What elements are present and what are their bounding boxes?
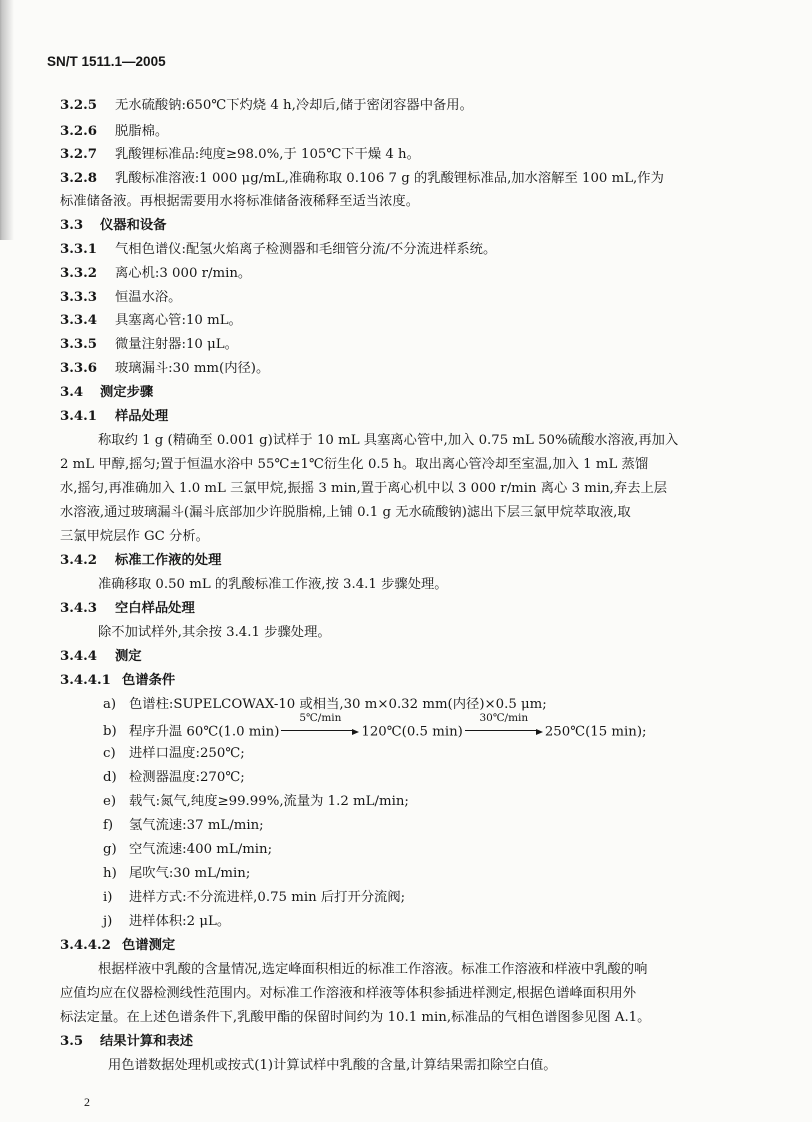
clause-text: 微量注射器:10 μL。 bbox=[115, 337, 238, 352]
arrow-shaft bbox=[465, 730, 537, 731]
clause-text: 离心机:3 000 r/min。 bbox=[115, 266, 252, 281]
body-line: 三氯甲烷层作 GC 分析。 bbox=[60, 529, 209, 544]
clause-text: 无水硫酸钠:650℃下灼烧 4 h,冷却后,储于密闭容器中备用。 bbox=[115, 98, 473, 113]
list-text: 空气流速:400 mL/min; bbox=[129, 842, 273, 857]
list-marker: e) bbox=[103, 794, 117, 809]
list-item bbox=[103, 746, 245, 762]
section-3-4-4-heading bbox=[60, 649, 142, 665]
clause-3-2-6 bbox=[60, 124, 168, 140]
list-marker: d) bbox=[103, 770, 117, 785]
section-number: 3.4.4.1 bbox=[60, 673, 111, 688]
clause-text: 气相色谱仪:配氢火焰离子检测器和毛细管分流/不分流进样系统。 bbox=[115, 242, 497, 257]
body-line: 称取约 1 g (精确至 0.001 g)试样于 10 mL 具塞离心管中,加入 0.75 mL 50%硫酸水溶液,再加入 bbox=[98, 433, 679, 448]
clause-3-2-7 bbox=[60, 147, 420, 163]
list-marker: i) bbox=[103, 890, 113, 905]
program-label: 程序升温 bbox=[129, 724, 183, 740]
list-item bbox=[103, 842, 272, 858]
ramp-arrow-2 bbox=[465, 711, 543, 735]
clause-text: 恒温水浴。 bbox=[115, 290, 182, 305]
list-text: 氢气流速:37 mL/min; bbox=[129, 818, 264, 833]
list-item bbox=[103, 818, 264, 834]
list-marker: b) bbox=[103, 724, 117, 740]
clause-number: 3.2.6 bbox=[60, 124, 98, 139]
body-line: 用色谱数据处理机或按式(1)计算试样中乳酸的含量,计算结果需扣除空白值。 bbox=[108, 1058, 557, 1073]
section-number: 3.4.1 bbox=[60, 409, 98, 424]
clause-3-3-5 bbox=[60, 337, 238, 353]
list-item bbox=[103, 697, 547, 713]
list-marker: g) bbox=[103, 842, 117, 857]
list-text: 载气:氮气,纯度≥99.99%,流量为 1.2 mL/min; bbox=[129, 794, 409, 809]
clause-3-3-3 bbox=[60, 290, 181, 306]
list-item bbox=[103, 890, 405, 906]
program-start: 60℃(1.0 min) bbox=[186, 724, 280, 740]
list-item-temperature-program bbox=[103, 711, 647, 740]
list-marker: h) bbox=[103, 866, 117, 881]
section-3-4-1-heading bbox=[60, 409, 168, 425]
program-end: 250℃(15 min); bbox=[544, 724, 647, 740]
body-line: 应值均应在仪器检测线性范围内。对标准工作溶液和样液等体积参插进样测定,根据色谱峰面积用外 bbox=[60, 986, 636, 1001]
list-text: 进样方式:不分流进样,0.75 min 后打开分流阀; bbox=[129, 890, 406, 905]
body-line: 根据样液中乳酸的含量情况,选定峰面积相近的标准工作溶液。标准工作溶液和样液中乳酸的响 bbox=[98, 962, 648, 977]
list-marker: f) bbox=[103, 818, 114, 833]
section-3-4-3-heading bbox=[60, 601, 195, 617]
clause-3-3-6 bbox=[60, 361, 269, 377]
clause-number: 3.3.5 bbox=[60, 337, 98, 352]
section-title: 标准工作液的处理 bbox=[115, 553, 222, 568]
list-text: 进样口温度:250℃; bbox=[129, 746, 245, 761]
clause-number: 3.2.7 bbox=[60, 147, 98, 162]
section-number: 3.4.2 bbox=[60, 553, 98, 568]
clause-text: 乳酸标准溶液:1 000 μg/mL,准确称取 0.106 7 g 的乳酸锂标准品,加水溶解至 100 mL,作为 bbox=[115, 171, 664, 186]
body-line: 水溶液,通过玻璃漏斗(漏斗底部加少许脱脂棉,上铺 0.1 g 无水硫酸钠)滤出下层三氯甲烷萃取液,取 bbox=[60, 505, 631, 520]
section-number: 3.4.4.2 bbox=[60, 938, 111, 953]
clause-3-2-8-cont: 标准储备液。再根据需要用水将标准储备液稀释至适当浓度。 bbox=[60, 194, 420, 209]
scan-shadow bbox=[0, 0, 14, 240]
section-number: 3.3 bbox=[60, 218, 84, 233]
clause-number: 3.3.4 bbox=[60, 313, 98, 328]
program-mid: 120℃(0.5 min) bbox=[361, 724, 463, 740]
list-text: 进样体积:2 μL。 bbox=[129, 914, 231, 929]
clause-3-3-1 bbox=[60, 242, 496, 258]
body-line: 准确移取 0.50 mL 的乳酸标准工作液,按 3.4.1 步骤处理。 bbox=[98, 577, 448, 592]
clause-text: 乳酸锂标准品:纯度≥98.0%,于 105℃下干燥 4 h。 bbox=[115, 147, 420, 162]
list-text: 色谱柱:SUPELCOWAX-10 或相当,30 m×0.32 mm(内径)×0.5 μm; bbox=[129, 697, 547, 712]
section-3-4-2-heading bbox=[60, 553, 221, 569]
list-marker: j) bbox=[103, 914, 113, 929]
arrow-head-icon bbox=[536, 729, 543, 735]
section-3-4-4-1-heading bbox=[60, 673, 175, 689]
section-number: 3.5 bbox=[60, 1034, 84, 1049]
ramp-arrow-1 bbox=[281, 711, 359, 735]
arrow-head-icon bbox=[352, 729, 359, 735]
clause-number: 3.3.3 bbox=[60, 290, 98, 305]
section-3-4-heading bbox=[60, 385, 153, 401]
section-3-3-heading bbox=[60, 218, 166, 234]
section-number: 3.4.3 bbox=[60, 601, 98, 616]
section-3-5-heading bbox=[60, 1034, 193, 1050]
clause-text: 玻璃漏斗:30 mm(内径)。 bbox=[115, 361, 270, 376]
list-marker: c) bbox=[103, 746, 116, 761]
clause-text: 脱脂棉。 bbox=[115, 124, 169, 139]
arrow-shaft bbox=[281, 730, 353, 731]
clause-3-3-2 bbox=[60, 266, 251, 282]
section-title: 色谱条件 bbox=[122, 673, 176, 688]
section-number: 3.4 bbox=[60, 385, 84, 400]
clause-number: 3.3.1 bbox=[60, 242, 98, 257]
section-title: 色谱测定 bbox=[122, 938, 176, 953]
clause-number: 3.3.2 bbox=[60, 266, 98, 281]
list-item bbox=[103, 866, 250, 882]
clause-3-2-5 bbox=[60, 98, 473, 114]
list-text: 尾吹气:30 mL/min; bbox=[129, 866, 251, 881]
list-item bbox=[103, 770, 245, 786]
body-line: 除不加试样外,其余按 3.4.1 步骤处理。 bbox=[98, 625, 331, 640]
running-header: SN/T 1511.1—2005 bbox=[47, 54, 166, 69]
list-text: 检测器温度:270℃; bbox=[129, 770, 245, 785]
section-title: 测定步骤 bbox=[100, 385, 154, 400]
section-title: 测定 bbox=[115, 649, 142, 664]
section-title: 样品处理 bbox=[115, 409, 169, 424]
ramp-rate-2: 30℃/min bbox=[479, 711, 529, 724]
clause-number: 3.2.8 bbox=[60, 171, 98, 186]
body-line: 2 mL 甲醇,摇匀;置于恒温水浴中 55℃±1℃衍生化 0.5 h。取出离心管冷却至室温,加入 1 mL 蒸馏 bbox=[60, 457, 649, 472]
body-line: 水,摇匀,再准确加入 1.0 mL 三氯甲烷,振摇 3 min,置于离心机中以 3 000 r/min 离心 3 min,弃去上层 bbox=[60, 481, 668, 496]
section-title: 仪器和设备 bbox=[100, 218, 167, 233]
ramp-rate-1: 5℃/min bbox=[299, 711, 342, 724]
clause-3-2-8 bbox=[60, 171, 664, 187]
body-line: 标法定量。在上述色谱条件下,乳酸甲酯的保留时间约为 10.1 min,标准品的气相色谱图参见图 A.1。 bbox=[60, 1010, 651, 1025]
section-title: 空白样品处理 bbox=[115, 601, 195, 616]
list-item bbox=[103, 794, 409, 810]
section-3-4-4-2-heading bbox=[60, 938, 175, 954]
list-marker: a) bbox=[103, 697, 117, 712]
clause-3-3-4 bbox=[60, 313, 242, 329]
section-title: 结果计算和表述 bbox=[100, 1034, 194, 1049]
page-number: 2 bbox=[84, 1095, 90, 1109]
section-number: 3.4.4 bbox=[60, 649, 98, 664]
clause-number: 3.2.5 bbox=[60, 98, 98, 113]
list-item bbox=[103, 914, 230, 930]
clause-number: 3.3.6 bbox=[60, 361, 98, 376]
clause-text: 具塞离心管:10 mL。 bbox=[115, 313, 242, 328]
